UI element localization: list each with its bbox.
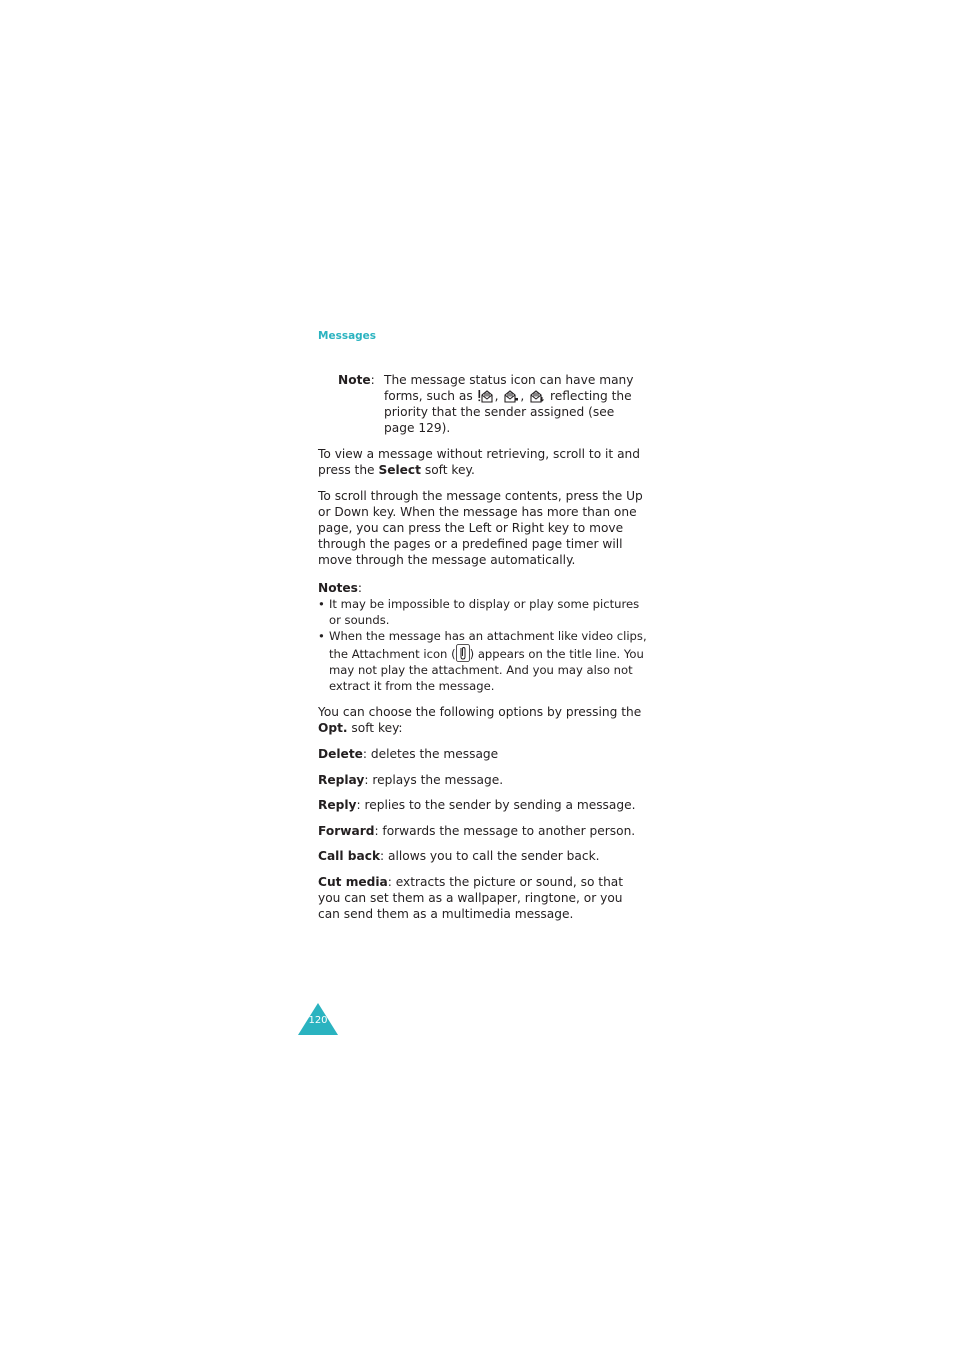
note-text: The message status icon can have many forms, such as , , reflecting the priority that the sender assigned (see page 129). <box>384 373 634 435</box>
options-intro <box>318 704 648 736</box>
view-message-paragraph <box>318 446 648 478</box>
option-term: Cut media <box>318 874 388 889</box>
page-content <box>318 372 648 931</box>
notes-list <box>318 596 648 694</box>
page-number: 120 <box>308 1015 328 1026</box>
note-text-b: reflecting the priority that the sender assigned (see page 129). <box>384 389 632 435</box>
option-call-back <box>318 848 648 864</box>
option-term: Forward <box>318 823 375 838</box>
option-desc: : deletes the message <box>362 747 499 761</box>
normal-priority-message-icon <box>503 389 519 403</box>
notes-bullet-1: It may be impossible to display or play some pictures or sounds. <box>329 597 640 627</box>
list-item <box>318 628 648 694</box>
options-intro-b: soft key: <box>351 721 403 735</box>
option-term: Replay <box>318 772 365 787</box>
option-desc: : replies to the sender by sending a message. <box>356 798 636 812</box>
list-item <box>318 596 648 628</box>
notes-heading: Notes: <box>318 581 363 595</box>
note-label: Note <box>338 373 371 387</box>
option-desc: : allows you to call the sender back. <box>380 849 600 863</box>
option-desc: : extracts the picture or sound, so that you can set them as a wallpaper, ringtone, or you can send them as a multimedia message. <box>318 874 624 921</box>
option-term: Reply <box>318 798 357 812</box>
notes-bullet-2b: ) appears on the title line. You may not play the attachment. And you may also not extract it from the message. <box>329 647 644 693</box>
view-text-a: To view a message without retrieving, scroll to it and press the <box>318 447 641 477</box>
select-key-label: Select <box>378 463 421 477</box>
option-desc: : forwards the message to another person. <box>374 823 636 838</box>
note-text-a: The message status icon can have many forms, such as <box>384 373 634 403</box>
option-desc: : replays the message. <box>364 772 504 787</box>
options-intro-a: You can choose the following options by pressing the <box>318 705 642 719</box>
note-label-wrap: Note: <box>338 373 375 387</box>
notes-heading-label: Notes <box>318 581 358 595</box>
option-forward <box>318 823 648 839</box>
option-reply <box>318 797 648 813</box>
option-delete <box>318 746 648 762</box>
option-term: Call back <box>318 849 381 863</box>
view-text-b: soft key. <box>424 463 475 477</box>
opt-key-label: Opt. <box>318 721 348 735</box>
option-replay <box>318 772 648 788</box>
paperclip-icon <box>456 644 470 662</box>
options-list <box>318 746 648 922</box>
low-priority-message-icon <box>529 389 545 403</box>
option-term: Delete <box>318 747 363 761</box>
notes-bullet-2a: When the message has an attachment like video clips, the Attachment icon ( <box>329 629 647 661</box>
scroll-paragraph: To scroll through the message contents, press the Up or Down key. When the message has more than one page, you can press the Left or Right key to move through the pages or a predefined page timer will move through the message automatically. <box>318 489 643 567</box>
option-cut-media <box>318 874 648 922</box>
page-number-badge <box>298 1003 338 1035</box>
high-priority-message-icon <box>478 389 494 403</box>
note-block <box>318 372 648 436</box>
section-title: Messages <box>318 330 377 342</box>
